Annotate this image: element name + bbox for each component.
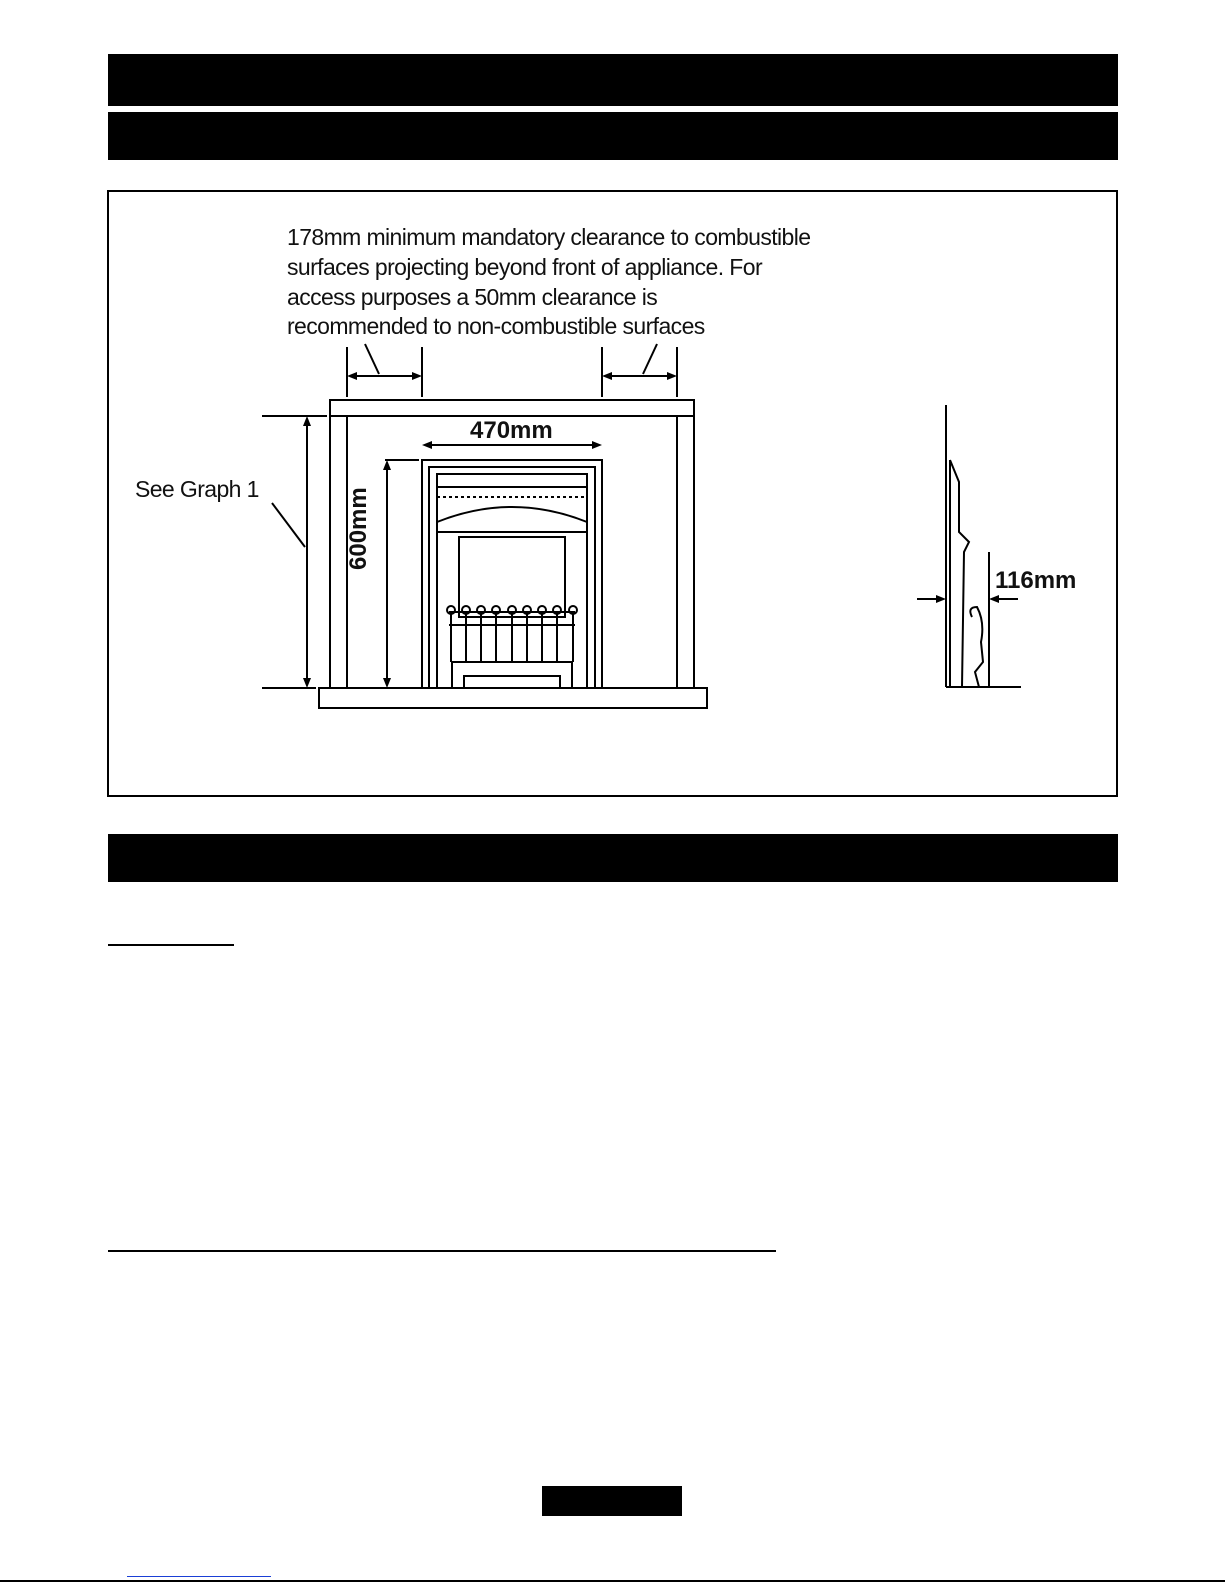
height-dimension-label: 600mm (345, 487, 372, 570)
clearance-note-line-3: access purposes a 50mm clearance is (287, 284, 658, 310)
clearance-note-line-4: recommended to non-combustible surfaces (287, 313, 705, 339)
width-dimension-label: 470mm (470, 417, 553, 444)
mantel-shelf (330, 400, 694, 416)
clearance-note-line-2: surfaces projecting beyond front of appliance. For (287, 254, 763, 280)
page-number-box (542, 1486, 682, 1516)
heading-underline (108, 944, 234, 946)
fire-grate (447, 606, 577, 662)
footer-rule (0, 1580, 1225, 1582)
dimension-diagram (107, 190, 1118, 797)
section-header-bar (108, 54, 1118, 106)
section-header-bar-2 (108, 834, 1118, 882)
hearth (319, 688, 707, 708)
depth-dimension-label: 116mm (995, 567, 1077, 594)
see-graph-reference: See Graph 1 (135, 476, 259, 502)
section-subheader-bar (108, 112, 1118, 160)
subheading-underline (108, 1250, 776, 1252)
clearance-note-line-1: 178mm minimum mandatory clearance to combustible (287, 224, 811, 250)
footer-link[interactable] (127, 1576, 271, 1577)
